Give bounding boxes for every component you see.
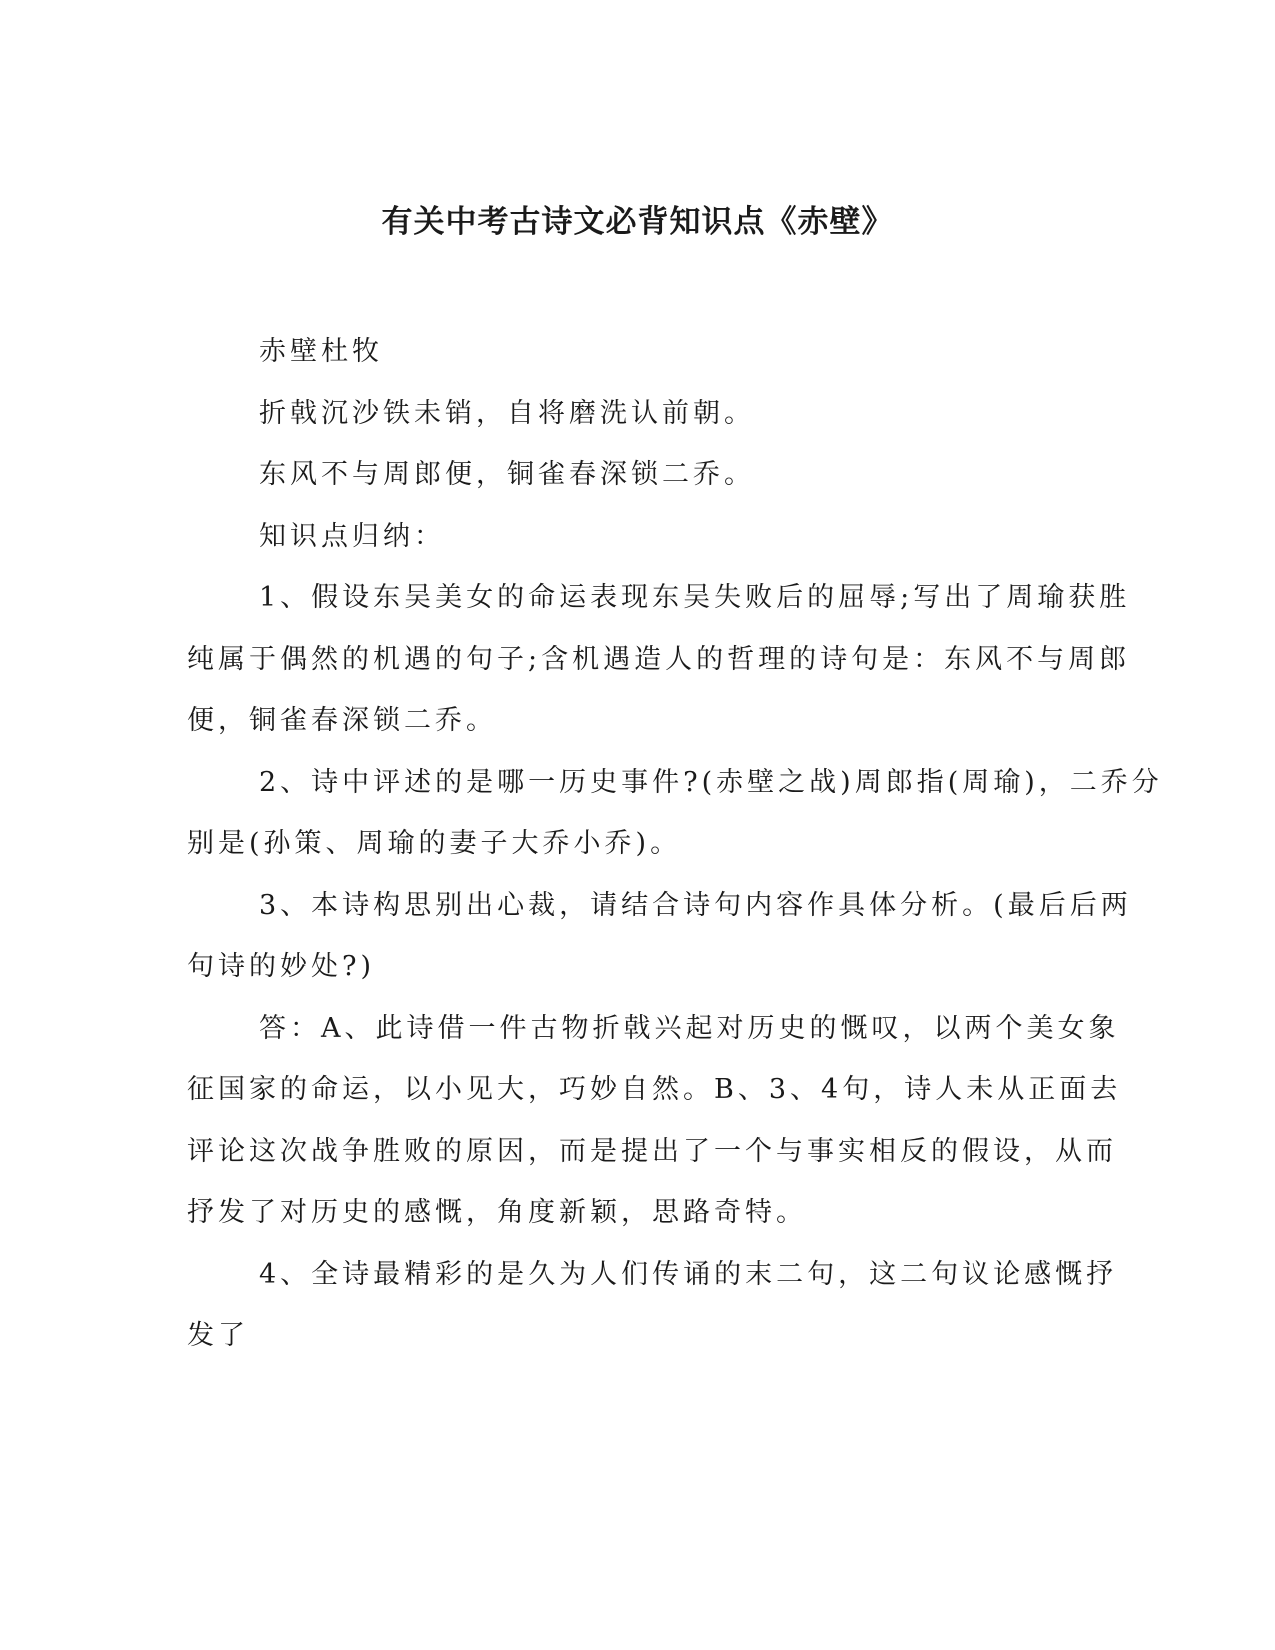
document-body [187,321,1163,1367]
paragraph-line: 3、本诗构思别出心裁，请结合诗句内容作具体分析。(最后后两 [259,889,1132,921]
paragraph-line: 纯属于偶然的机遇的句子;含机遇造人的哲理的诗句是：东风不与周郎 [187,643,1131,675]
paragraph-line: 2、诗中评述的是哪一历史事件?(赤壁之战)周郎指(周瑜)，二乔分 [259,766,1163,798]
paragraph-line: 征国家的命运，以小见大，巧妙自然。B、3、4句，诗人未从正面去 [187,1074,1122,1105]
poem-title-line: 赤壁杜牧 [259,336,383,367]
paragraph-line: 答：A、此诗借一件古物折戟兴起对历史的慨叹，以两个美女象 [259,1012,1120,1044]
paragraph-line: 句诗的妙处?) [187,951,376,982]
paragraph-line: 4、全诗最精彩的是久为人们传诵的末二句，这二句议论感慨抒 [259,1258,1118,1290]
document-title: 有关中考古诗文必背知识点《赤壁》 [381,204,894,240]
poem-line-2: 东风不与周郎便，铜雀春深锁二乔。 [259,459,755,490]
section-heading: 知识点归纳： [259,520,445,552]
paragraph-line: 评论这次战争胜败的原因，而是提出了一个与事实相反的假设，从而 [187,1135,1117,1167]
paragraph-line: 别是(孙策、周瑜的妻子大乔小乔)。 [187,828,682,859]
paragraph-line: 抒发了对历史的感慨，角度新颖，思路奇特。 [187,1197,807,1228]
poem-line-1: 折戟沉沙铁未销，自将磨洗认前朝。 [259,397,755,429]
paragraph-line: 1、假设东吴美女的命运表现东吴失败后的屈辱;写出了周瑜获胜 [259,582,1131,613]
paragraph-line: 便，铜雀春深锁二乔。 [187,705,497,736]
paragraph-line: 发了 [187,1320,249,1351]
